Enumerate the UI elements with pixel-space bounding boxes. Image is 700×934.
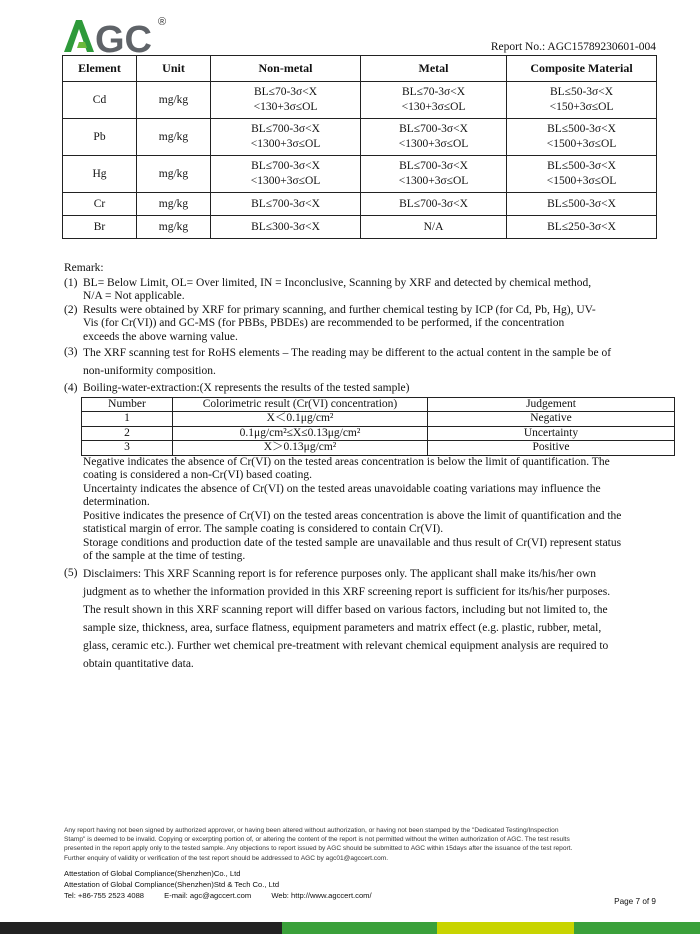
composite-cell: BL≤250-3σ<X xyxy=(507,216,657,239)
element-cell: Hg xyxy=(63,156,137,193)
remark-item-2: (2) Results were obtained by XRF for primary scanning, and further chemical testing by ICP (for Cd, Pb, Hg), UV- Vis (for Cr(VI)) and GC-MS (for PBBs, PBDEs) are recommended to be performed, if the concentration exceeds the above warning value. xyxy=(64,303,596,343)
metal-cell: BL≤70-3σ<X <130+3σ≤OL xyxy=(361,82,507,119)
cr-number-cell: 2 xyxy=(82,426,173,441)
unit-cell: mg/kg xyxy=(137,216,211,239)
bar-segment-yellow xyxy=(437,922,574,934)
metal-cell: N/A xyxy=(361,216,507,239)
website: Web: http://www.agccert.com/ xyxy=(271,891,372,900)
cr-number-cell: 3 xyxy=(82,441,173,456)
xrf-limits-table xyxy=(62,55,657,239)
footer-company-info xyxy=(64,868,390,901)
cr-header-result: Colorimetric result (Cr(VI) concentration) xyxy=(173,397,428,412)
company-name-1: Attestation of Global Compliance(Shenzhen)Co., Ltd xyxy=(64,869,241,878)
cr-header-judgement: Judgement xyxy=(428,397,675,412)
footer-disclaimer: Any report having not been signed by authorized approver, or having been altered without authorization, or having not been stamped by the "Dedicated Testing/Inspection Stamp" is deemed to be invalid. Copying or excerpting portion of, or altering the content of the report is not permitted without the written authorization of AGC. The test results presented in the report apply only to the tested sample. Any objections to report issued by AGC should be submitted to AGC within 15days after the issuance of the test report. Further enquiry of validity or verification of the test report should be addressed to AGC by agc01@agccert.com. xyxy=(64,827,573,862)
email: E-mail: agc@agccert.com xyxy=(164,891,252,900)
header-element: Element xyxy=(63,56,137,82)
remarks-section xyxy=(64,262,658,673)
table-row xyxy=(82,412,675,427)
cr-vi-notes: Negative indicates the absence of Cr(VI) on the tested areas concentration is below the limit of quantification. The coating is considered a non-Cr(VI) based coating. Uncertainty indicates the absence of Cr(VI) on the tested areas unavoidable coating variations may influence the determination. Positive indicates the presence of Cr(VI) on the tested areas concentration is above the limit of quantification and the statistical margin of error. The sample coating is considered to contain Cr(VI). Storage conditions and production date of the tested sample are unavailable and thus result of Cr(VI) represent status of the sample at the time of testing. xyxy=(83,455,622,562)
non-metal-cell: BL≤70-3σ<X <130+3σ≤OL xyxy=(211,82,361,119)
metal-cell: BL≤700-3σ<X xyxy=(361,193,507,216)
non-metal-cell: BL≤700-3σ<X <1300+3σ≤OL xyxy=(211,119,361,156)
telephone: Tel: +86-755 2523 4088 xyxy=(64,891,145,900)
composite-cell: BL≤500-3σ<X <1500+3σ≤OL xyxy=(507,156,657,193)
metal-cell: BL≤700-3σ<X <1300+3σ≤OL xyxy=(361,119,507,156)
report-number: Report No.: AGC15789230601-004 xyxy=(490,41,656,53)
unit-cell: mg/kg xyxy=(137,193,211,216)
composite-cell: BL≤500-3σ<X xyxy=(507,193,657,216)
cr-result-cell: X＞0.13μg/cm² xyxy=(173,441,428,456)
table-row xyxy=(63,119,657,156)
composite-cell: BL≤50-3σ<X <150+3σ≤OL xyxy=(507,82,657,119)
unit-cell: mg/kg xyxy=(137,156,211,193)
element-cell: Br xyxy=(63,216,137,239)
cr-number-cell: 1 xyxy=(82,412,173,427)
composite-cell: BL≤500-3σ<X <1500+3σ≤OL xyxy=(507,119,657,156)
metal-cell: BL≤700-3σ<X <1300+3σ≤OL xyxy=(361,156,507,193)
unit-cell: mg/kg xyxy=(137,119,211,156)
cr-result-cell: 0.1μg/cm²≤X≤0.13μg/cm² xyxy=(173,426,428,441)
agc-logo xyxy=(62,12,172,56)
remark-item-1: (1) BL= Below Limit, OL= Over limited, IN = Inconclusive, Scanning by XRF and detected by chemical method, N/A = Not applicable. xyxy=(64,276,592,302)
cr-vi-table xyxy=(81,397,675,456)
remark-title: Remark: xyxy=(64,262,104,274)
cr-header-number: Number xyxy=(82,397,173,412)
cr-result-cell: X＜0.1μg/cm² xyxy=(173,412,428,427)
registered-mark: ® xyxy=(158,16,167,28)
table-row xyxy=(63,216,657,239)
header-unit: Unit xyxy=(137,56,211,82)
contact-line xyxy=(64,890,390,901)
remark-item-5: (5) Disclaimers: This XRF Scanning report is for reference purposes only. The applicant shall make its/his/her own judgment as to whether the information provided in this XRF screening report is sufficient for its/his/her purposes. The result shown in this XRF scanning report will differ based on various factors, including but not limited to, the sample size, thickness, area, surface flatness, equipment parameters and matrix effect (e.g. plastic, rubber, metal, glass, ceramic etc.). Further wet chemical pre-treatment with relevant chemical equipment analysis are required to obtain quantitative data. xyxy=(64,566,611,670)
non-metal-cell: BL≤300-3σ<X xyxy=(211,216,361,239)
table-row xyxy=(63,156,657,193)
remark-item-4: (4) Boiling-water-extraction:(X represents the results of the tested sample) Number Colorimetric result (Cr(VI) concentration) Judgement 1 X＜0.1μg/cm² Negative 2 0.1μg/cm²≤X≤0.13μg/cm² Uncertainty 3 X＞0.13μg/cm² Positive xyxy=(64,382,658,456)
non-metal-cell: BL≤700-3σ<X <1300+3σ≤OL xyxy=(211,156,361,193)
cr-table-header-row xyxy=(82,397,675,412)
bar-segment-green xyxy=(282,922,437,934)
element-cell: Cd xyxy=(63,82,137,119)
table-row xyxy=(82,426,675,441)
table-row xyxy=(82,441,675,456)
cr-judgement-cell: Positive xyxy=(428,441,675,456)
company-name-2: Attestation of Global Compliance(Shenzhen)Std & Tech Co., Ltd xyxy=(64,880,280,889)
bar-segment-black xyxy=(0,922,282,934)
header-composite: Composite Material xyxy=(507,56,657,82)
header-non-metal: Non-metal xyxy=(211,56,361,82)
header-metal: Metal xyxy=(361,56,507,82)
table-row xyxy=(63,82,657,119)
unit-cell: mg/kg xyxy=(137,82,211,119)
cr-judgement-cell: Uncertainty xyxy=(428,426,675,441)
cr-judgement-cell: Negative xyxy=(428,412,675,427)
element-cell: Cr xyxy=(63,193,137,216)
element-cell: Pb xyxy=(63,119,137,156)
table-row xyxy=(63,193,657,216)
remark-item-3: (3) The XRF scanning test for RoHS elements – The reading may be different to the actual content in the sample be of non-uniformity composition. xyxy=(64,346,612,377)
non-metal-cell: BL≤700-3σ<X xyxy=(211,193,361,216)
svg-text:GC: GC xyxy=(95,19,152,56)
bar-segment-green-2 xyxy=(574,922,700,934)
page-number: Page 7 of 9 xyxy=(614,897,656,906)
footer-color-bar xyxy=(0,922,700,934)
table-header-row xyxy=(63,56,657,82)
